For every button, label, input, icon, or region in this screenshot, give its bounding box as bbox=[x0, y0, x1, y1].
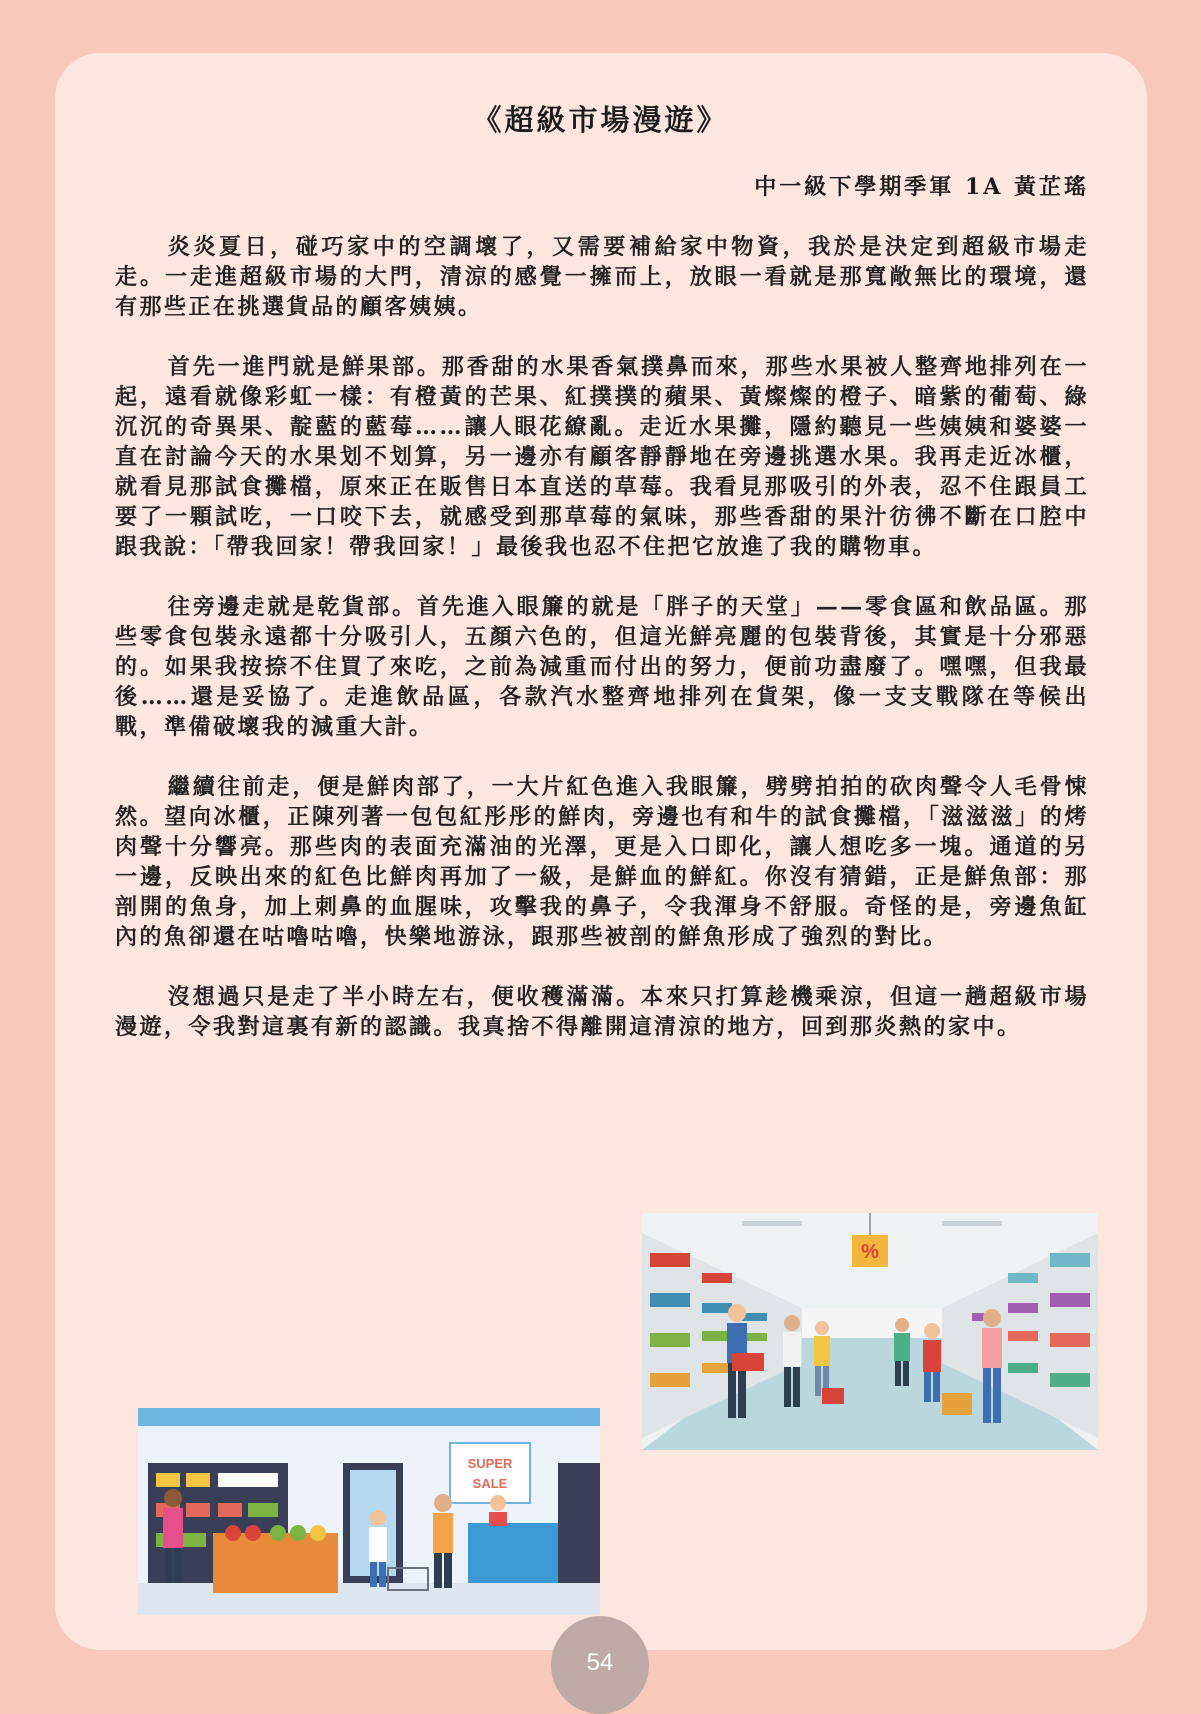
paragraph-2: 首先一進門就是鮮果部。那香甜的水果香氣撲鼻而來，那些水果被人整齊地排列在一起，遠看就像彩虹一樣：有橙黃的芒果、紅撲撲的蘋果、黃燦燦的橙子、暗紫的葡萄、綠沉沉的奇異果、靛藍的藍莓……讓人眼花繚亂。走近水果攤，隱約聽見一些姨姨和婆婆一直在討論今天的水果划不划算，另一邊亦有顧客靜靜地在旁邊挑選水果。我再走近冰櫃，就看見那試食攤檔，原來正在販售日本直送的草莓。我看見那吸引的外表，忍不住跟員工要了一顆試吃，一口咬下去，就感受到那草莓的氣味，那些香甜的果汁彷彿不斷在口腔中跟我說：「帶我回家！帶我回家！」最後我也忍不住把它放進了我的購物車。 bbox=[115, 354, 1089, 560]
percent-sign-label: % bbox=[861, 1241, 879, 1263]
sale-sign-line2: SALE bbox=[472, 1476, 508, 1491]
paragraph-4: 繼續往前走，便是鮮肉部了，一大片紅色進入我眼簾，劈劈拍拍的砍肉聲令人毛骨悚然。望向冰櫃，正陳列著一包包紅彤彤的鮮肉，旁邊也有和牛的試食攤檔，「滋滋滋」的烤肉聲十分響亮。那些肉的表面充滿油的光澤，更是入口即化，讓人想吃多一塊。通道的另一邊，反映出來的紅色比鮮肉再加了一級，是鮮血的鮮紅。你沒有猜錯，正是鮮魚部：那剖開的魚身，加上刺鼻的血腥味，攻擊我的鼻子，令我渾身不舒服。奇怪的是，旁邊魚缸內的魚卻還在咕嚕咕嚕，快樂地游泳，跟那些被剖的鮮魚形成了強烈的對比。 bbox=[115, 774, 1089, 950]
author-byline: 中一級下學期季軍 1A 黃芷瑤 bbox=[754, 174, 1089, 200]
essay-title: 《超級市場漫遊》 bbox=[472, 103, 729, 137]
sale-sign-line1: SUPER bbox=[467, 1456, 513, 1471]
supermarket-checkout-illustration bbox=[138, 1408, 600, 1615]
page-number-badge: 54 bbox=[551, 1616, 649, 1714]
essay-body bbox=[115, 232, 1089, 1072]
paragraph-5: 沒想過只是走了半小時左右，便收穫滿滿。本來只打算趁機乘涼，但這一趟超級市場漫遊，令我對這裏有新的認識。我真捨不得離開這清涼的地方，回到那炎熱的家中。 bbox=[115, 984, 1089, 1040]
paragraph-3: 往旁邊走就是乾貨部。首先進入眼簾的就是「胖子的天堂」——零食區和飲品區。那些零食包裝永遠都十分吸引人，五顏六色的，但這光鮮亮麗的包裝背後，其實是十分邪惡的。如果我按捺不住買了來吃，之前為減重而付出的努力，便前功盡廢了。嘿嘿，但我最後……還是妥協了。走進飲品區，各款汽水整齊地排列在貨架，像一支支戰隊在等候出戰，準備破壞我的減重大計。 bbox=[115, 594, 1089, 740]
paragraph-1: 炎炎夏日，碰巧家中的空調壞了，又需要補給家中物資，我於是決定到超級市場走走。一走進超級市場的大門，清涼的感覺一擁而上，放眼一看就是那寬敞無比的環境，還有那些正在挑選貨品的顧客姨姨。 bbox=[115, 234, 1089, 320]
supermarket-aisle-illustration bbox=[642, 1213, 1098, 1450]
